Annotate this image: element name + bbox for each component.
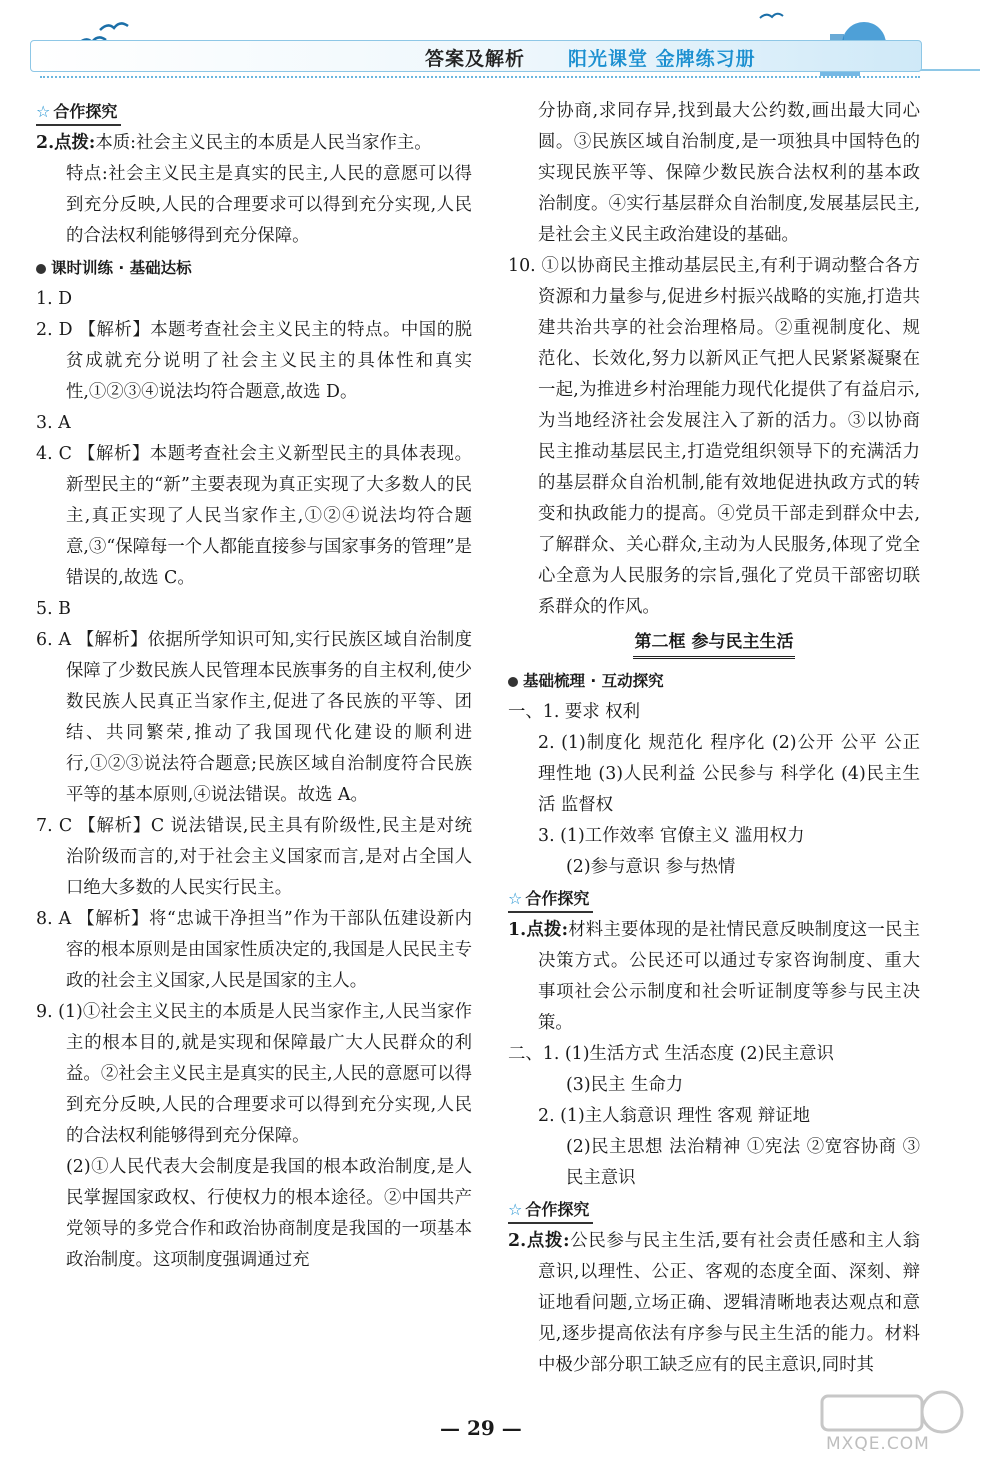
answer-item: 4. C 【解析】本题考查社会主义新型民主的具体表现。新型民主的“新”主要表现为真正实现了大多数人的民主,真正实现了人民当家作主,①②④说法均符合题意,③“保障每一个人都能直接参与国家事务的管理”是错误的,故选 C。 <box>36 444 472 588</box>
answer-item: (2)民主思想 法治精神 ①宪法 ②宽容协商 ③民主意识 <box>566 1137 920 1188</box>
answer-item: 1. D <box>36 289 73 309</box>
answer-item: 10. ①以协商民主推动基层民主,有利于调动整合各方资源和力量参与,促进乡村振兴战略的实施,打造共建共治共享的社会治理格局。②重视制度化、规范化、长效化,努力以新风正气把人民紧紧凝聚在一起,为推进乡村治理能力现代化提供了有益启示,为当地经济社会发展注入了新的活力。③以协商民主推动基层民主,打造党组织领导下的充满活力的基层群众自治机制,能有效地促进执政方式的转变和执政能力的提高。④党员干部走到群众中去,了解群众、关心群众,主动为人民服务,体现了党全心全意为人民服务的宗旨,强化了党员干部密切联系群众的作风。 <box>508 256 920 617</box>
bird-icon <box>760 14 783 18</box>
section-heading-cooperative-inquiry: ☆ 合作探究 <box>36 100 121 126</box>
page-number: — 29 — <box>440 1416 522 1440</box>
star-icon: ☆ <box>508 889 523 908</box>
right-column <box>508 96 920 1381</box>
answer-item: 5. B <box>36 599 71 619</box>
answer-item: 6. A 【解析】依据所学知识可知,实行民族区域自治制度保障了少数民族人民管理本民族事务的自主权利,使少数民族人民真正当家作主,促进了各民族的平等、团结、共同繁荣,推动了我国现代化建设的顺利进行,①②③说法符合题意;民族区域自治制度符合民族平等的基本原则,④说法错误。故选 A。 <box>36 630 472 805</box>
watermark <box>812 1388 982 1458</box>
star-icon: ☆ <box>508 1200 523 1219</box>
answer-item: 特点:社会主义民主是真实的民主,人民的意愿可以得到充分反映,人民的合理要求可以得到充分实现,人民的合法权利能够得到充分保障。 <box>66 164 472 246</box>
bird-icon <box>100 23 128 30</box>
answer-item: 分协商,求同存异,找到最大公约数,画出最大同心圆。③民族区域自治制度,是一项独具中国特色的实现民族平等、保障少数民族合法权利的基本政治制度。④实行基层群众自治制度,发展基层民主,是社会主义民主政治建设的基础。 <box>538 101 920 245</box>
section-heading-cooperative-inquiry: ☆ 合作探究 <box>508 887 593 913</box>
series-title: 阳光课堂 金牌练习册 <box>568 48 756 70</box>
answer-item: 3. (1)工作效率 官僚主义 滥用权力 <box>538 826 805 846</box>
answer-item: 1.点拨:材料主要体现的是社情民意反映制度这一民主决策方式。公民还可以通过专家咨询制度、重大事项社会公示制度和社会听证制度等参与民主决策。 <box>508 920 920 1033</box>
answer-item: (3)民主 生命力 <box>566 1075 684 1095</box>
answer-item: 二、1. (1)生活方式 生活态度 (2)民主意识 <box>508 1044 834 1064</box>
answer-item: (2)①人民代表大会制度是我国的根本政治制度,是人民掌握国家政权、行使权力的根本途径。②中国共产党领导的多党合作和政治协商制度是我国的一项基本政治制度。这项制度强调通过充 <box>66 1157 472 1270</box>
watermark-text: MXQE.COM <box>826 1434 930 1454</box>
answer-item: 2. D 【解析】本题考查社会主义民主的特点。中国的脱贫成就充分说明了社会主义民主的具体性和真实性,①②③④说法均符合题意,故选 D。 <box>36 320 472 402</box>
left-column <box>36 96 472 1276</box>
header-divider <box>40 76 920 78</box>
answer-item: 9. (1)①社会主义民主的本质是人民当家作主,人民当家作主的根本目的,就是实现和保障最广大人民群众的利益。②社会主义民主是真实的民主,人民的意愿可以得到充分反映,人民的合理要求可以得到充分实现,人民的合法权利能够得到充分保障。 <box>36 1002 472 1146</box>
star-icon: ☆ <box>36 102 51 121</box>
lesson-title: 第二框 参与民主生活 <box>508 627 920 659</box>
answer-item: 2.点拨:本质:社会主义民主的本质是人民当家作主。 <box>36 133 432 153</box>
answer-item: 2.点拨:公民参与民主生活,要有社会责任感和主人翁意识,以理性、公正、客观的态度全面、深刻、辩证地看问题,立场正确、逻辑清晰地表达观点和意见,逐步提高依法有序参与民主生活的能力。材料中极少部分职工缺乏应有的民主意识,同时其 <box>508 1231 921 1375</box>
bullet-icon <box>36 264 46 274</box>
bullet-icon <box>508 677 518 687</box>
section-heading-cooperative-inquiry: ☆ 合作探究 <box>508 1198 593 1224</box>
section-band-practice: 课时训练 · 基础达标 <box>36 254 472 282</box>
answer-item: 2. (1)制度化 规范化 程序化 (2)公开 公平 公正 理性地 (3)人民利益 公民参与 科学化 (4)民主生活 监督权 <box>538 733 920 815</box>
answer-item: 8. A 【解析】将“忠诚干净担当”作为干部队伍建设新内容的根本原则是由国家性质决定的,我国是人民民主专政的社会主义国家,人民是国家的主人。 <box>36 909 472 991</box>
header-title: 答案及解析 <box>425 48 526 70</box>
answer-item: 一、1. 要求 权利 <box>508 702 640 722</box>
answer-item: 7. C 【解析】C 说法错误,民主具有阶级性,民主是对统治阶级而言的,对于社会主义国家而言,是对占全国人口绝大多数的人民实行民主。 <box>36 816 472 898</box>
page-header <box>0 0 1000 90</box>
answer-item: (2)参与意识 参与热情 <box>566 857 736 877</box>
section-band-basics: 基础梳理 · 互动探究 <box>508 667 920 695</box>
answer-item: 2. (1)主人翁意识 理性 客观 辩证地 <box>538 1106 811 1126</box>
answer-item: 3. A <box>36 413 71 433</box>
watermark-logo-icon <box>812 1388 982 1438</box>
